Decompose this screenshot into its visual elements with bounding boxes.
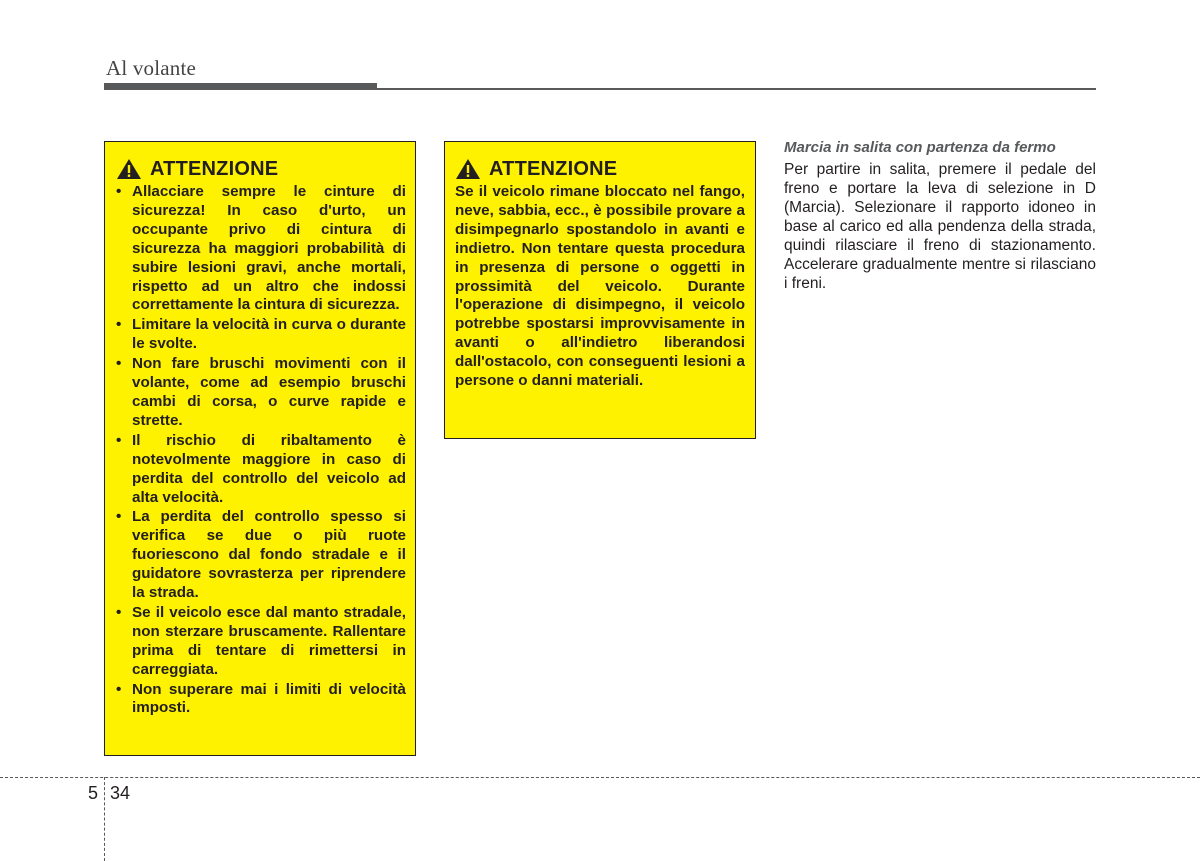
list-item: • Limitare la velocità in curva o durante le svolte. xyxy=(116,316,406,353)
footer-divider-vertical xyxy=(104,777,105,861)
warning-title: ATTENZIONE xyxy=(489,157,618,180)
warning-box-seatbelt xyxy=(104,141,416,756)
list-item: • Non fare bruschi movimenti con il volante, come ad esempio bruschi cambi di corsa, o curve rapide e strette. xyxy=(116,355,406,429)
list-item: • Se il veicolo esce dal manto stradale, non sterzare bruscamente. Rallentare prima di tentare di rimettersi in carreggiata. xyxy=(116,603,406,678)
page-number: 34 xyxy=(110,783,131,803)
chapter-number: 5 xyxy=(88,783,99,803)
list-item: • Allacciare sempre le cinture di sicurezza! In caso d'urto, un occupante privo di cintura di sicurezza ha maggiori probabilità di subire lesioni gravi, anche mortali, rispetto ad un altro che indossi correttamente la cintura di sicurezza. xyxy=(116,183,406,314)
warning-heading xyxy=(455,156,745,182)
header-rule-thin xyxy=(377,88,1096,90)
warning-title: ATTENZIONE xyxy=(150,157,279,180)
list-item: • Non superare mai i limiti di velocità imposti. xyxy=(116,680,406,717)
page-header-title: Al volante xyxy=(106,56,197,80)
section-body: Per partire in salita, premere il pedale del freno e portare la leva di selezione in D (Marcia). Selezionare il rapporto idoneo in base al carico ed alla pendenza della strada, quindi rilasciare il freno di stazionamento. Accelerare gradualmente mentre si rilasciano i freni. xyxy=(784,161,1096,292)
warning-text: Se il veicolo rimane bloccato nel fango, neve, sabbia, ecc., è possibile provare a disimpegnarlo spostandolo in avanti e indietro. Non tentare questa procedura in presenza di persone o oggetti in prossimità del veicolo. Durante l'operazione di disimpegno, il veicolo potrebbe spostarsi improvvisamente in avanti o all'indietro liberandosi dall'ostacolo, con conseguenti lesioni a persone o danni materiali. xyxy=(455,183,745,390)
list-item: • Il rischio di ribaltamento è notevolmente maggiore in caso di perdita del controllo del veicolo ad alta velocità. xyxy=(116,431,406,506)
section-subheading: Marcia in salita con partenza da fermo xyxy=(784,139,1056,156)
header-rule-thick xyxy=(104,83,377,90)
section-hill-start xyxy=(784,138,1096,293)
warning-triangle-icon xyxy=(455,158,481,180)
list-item: • La perdita del controllo spesso si verifica se due o più ruote fuoriescono dal fondo stradale e il guidatore sovrasterza per riprendere la strada. xyxy=(116,508,406,602)
warning-triangle-icon xyxy=(116,158,142,180)
warning-heading xyxy=(116,156,406,182)
footer-divider-horizontal xyxy=(0,777,1200,778)
warning-list xyxy=(116,183,406,718)
warning-box-stuck-vehicle xyxy=(444,141,756,439)
